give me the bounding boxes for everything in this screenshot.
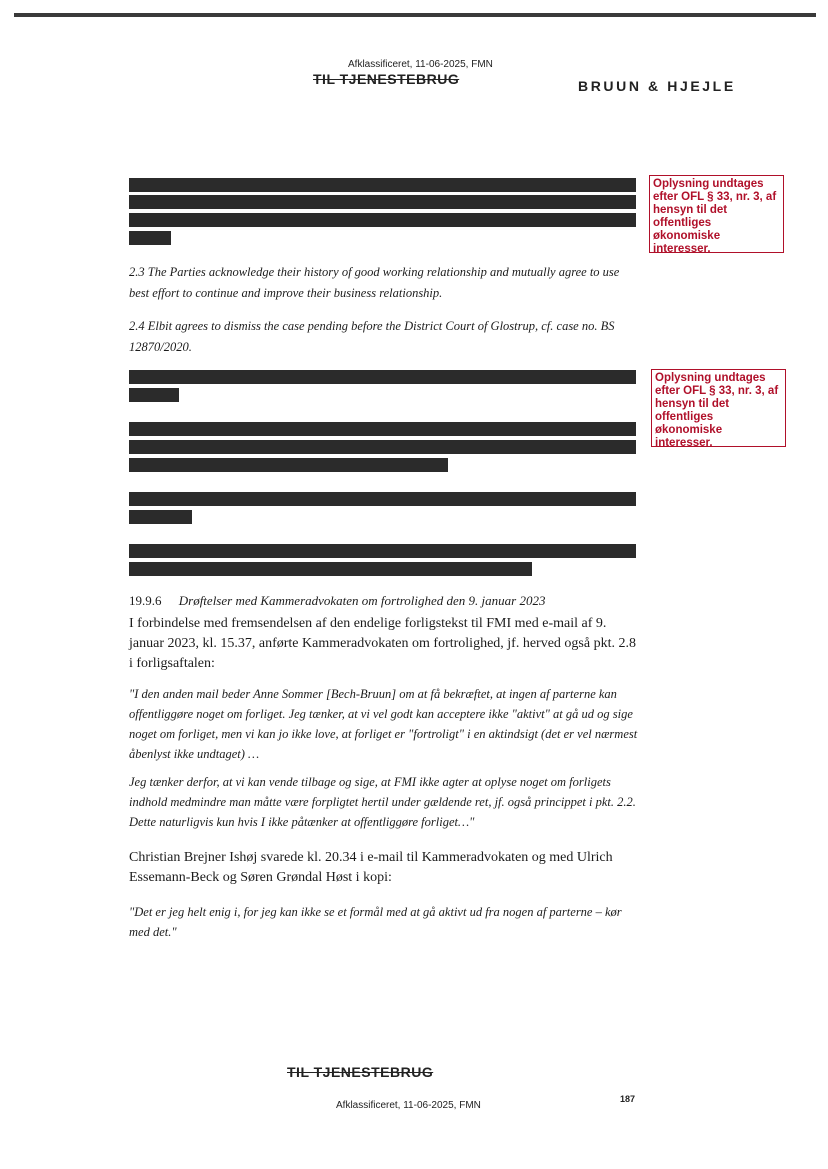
redaction-bar — [129, 440, 636, 454]
redaction-bar — [129, 231, 171, 245]
quote-1: "I den anden mail beder Anne Sommer [Bech-Bruun] om at få bekræftet, at ingen af parterne kan offentliggøre noget om forliget. Jeg tænker, at vi vel godt kan acceptere ikke "aktivt" at gå ud og sige noget om forliget, men vi kan jo ikke love, at forliget er "fortroligt" i en aktindsigt (det er vel nærmest åbenlyst ikke undtaget) … — [129, 687, 638, 761]
paragraph-2-4: 2.4 Elbit agrees to dismiss the case pending before the District Court of Glostrup, cf. case no. BS 12870/2020. — [129, 319, 615, 354]
section-title: Drøftelser med Kammeradvokaten om fortrolighed den 9. januar 2023 — [178, 593, 546, 608]
top-border-line — [14, 13, 816, 17]
redaction-bar — [129, 562, 532, 576]
redaction-bar — [129, 458, 448, 472]
reply-paragraph: Christian Brejner Ishøj svarede kl. 20.34 i e-mail til Kammeradvokaten og med Ulrich Essemann-Beck og Søren Grøndal Høst i kopi: — [129, 850, 613, 885]
redaction-bar — [129, 510, 192, 524]
declassified-stamp-bottom: Afklassificeret, 11-06-2025, FMN — [336, 1100, 481, 1111]
redaction-bar — [129, 388, 179, 402]
redaction-bar — [129, 422, 636, 436]
quote-3: "Det er jeg helt enig i, for jeg kan ikke se et formål med at gå aktivt ud fra nogen af parterne – kør med det." — [129, 905, 622, 939]
declassified-stamp-top: Afklassificeret, 11-06-2025, FMN — [348, 59, 493, 70]
redaction-bar — [129, 492, 636, 506]
redaction-bar — [129, 213, 636, 227]
redaction-bar — [129, 370, 636, 384]
redaction-bar — [129, 195, 636, 209]
firm-logo: BRUUN & HJEJLE — [578, 78, 736, 94]
quote-2: Jeg tænker derfor, at vi kan vende tilbage og sige, at FMI ikke agter at oplyse noget om forligets indhold medmindre man måtte være forpligtet hertil under gældende ret, jf. også princippet i pkt. 2.2. Dette naturligvis kun hvis I ikke påtænker at offentliggøre forliget…" — [129, 775, 636, 829]
paragraph-2-3: 2.3 The Parties acknowledge their history of good working relationship and mutually agree to use best effort to continue and improve their business relationship. — [129, 265, 620, 300]
exemption-note-1: Oplysning undtages efter OFL § 33, nr. 3, af hensyn til det offentliges økonomiske interesser. — [649, 175, 784, 253]
classification-header: TIL TJENESTEBRUG — [313, 71, 460, 87]
redaction-bar — [129, 178, 636, 192]
redaction-bar — [129, 544, 636, 558]
section-heading — [129, 593, 545, 609]
intro-paragraph: I forbindelse med fremsendelsen af den endelige forligstekst til FMI med e-mail af 9. januar 2023, kl. 15.37, anførte Kammeradvokaten om fortrolighed, jf. herved også pkt. 2.8 i forligsaftalen: — [129, 616, 636, 671]
exemption-note-2: Oplysning undtages efter OFL § 33, nr. 3, af hensyn til det offentliges økonomiske interesser. — [651, 369, 786, 447]
classification-footer: TIL TJENESTEBRUG — [287, 1064, 434, 1080]
page-number: 187 — [620, 1094, 636, 1104]
section-number: 19.9.6 — [129, 593, 162, 608]
